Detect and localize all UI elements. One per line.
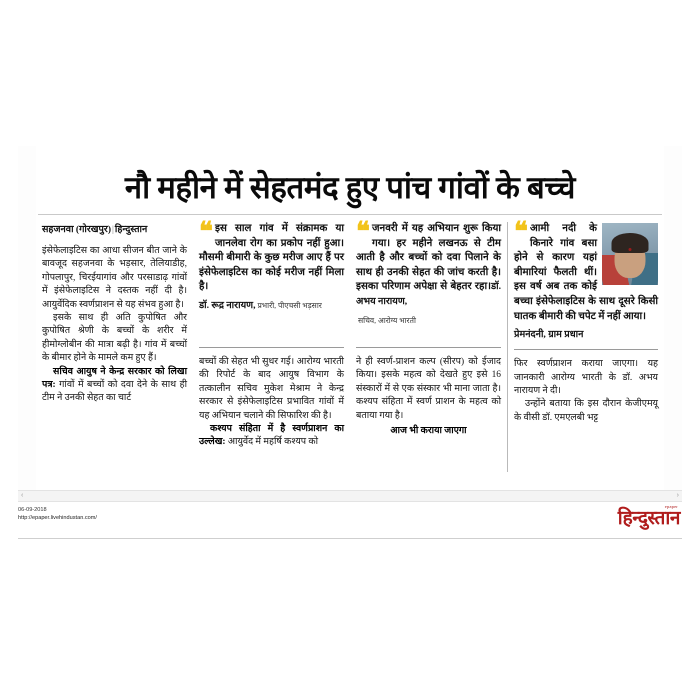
pull-quote-3-author: प्रेमनंदनी, ग्राम प्रधान [514, 329, 584, 341]
col1-paragraph-3 [42, 366, 187, 406]
article-headline: नौ महीने में सेहतमंद हुए पांच गांवों के बच्चे [124, 170, 576, 205]
logo-epaper-tag: epaper [664, 504, 678, 509]
epaper-url[interactable]: http://epaper.livehindustan.com/ [18, 515, 97, 521]
col4-paragraph-1: फिर स्वर्णप्राशन कराया जाएगा। यह जानकारी आरोग्य भारती के डॉ. अभय नारायण ने दी। [514, 359, 658, 396]
pull-quote-2-author: डॉ. अभय नारायण, [356, 281, 501, 307]
col2-paragraph-2 [199, 423, 344, 450]
column-1-body [42, 245, 187, 406]
pull-quote-2-text: जनवरी में यह अभियान शुरू किया गया। हर महीने लखनऊ से टीम आती है और बच्चों को दवा पिलाने के साथ ही उनकी सेहत की जांच करती है। इसका परिणाम अपेक्षा से बेहतर रहा। [356, 223, 501, 293]
horizontal-scrollbar[interactable] [18, 490, 682, 502]
col1-paragraph-3-text: गांवों में बच्चों को दवा देने के साथ ही टीम ने उनकी सेहत का चार्ट [42, 380, 187, 404]
pull-quote-2-text-wrap [356, 217, 501, 310]
quote-mark-icon: ❝ [356, 217, 368, 246]
column-3-body [356, 356, 501, 438]
col4-paragraph-2: उन्होंने बताया कि इस दौरान केजीएमयू के वीसी डॉ. एमएलबी भट्ट [514, 399, 658, 423]
hindustan-epaper-logo[interactable] [618, 504, 680, 529]
byline [42, 222, 187, 238]
byline-place: सहजनवा (गोरखपुर) [42, 225, 111, 235]
pull-quote-1-text: इस साल गांव में संक्रामक या जानलेवा रोग का प्रकोप नहीं हुआ। मौसमी बीमारी के कुछ मरीज आए हैं पर इंसेफेलाइटिस का कोई मरीज नहीं मिला है। [199, 223, 344, 293]
newspaper-clipping [18, 146, 682, 490]
pull-quote-1 [199, 217, 344, 340]
article-column-1 [36, 222, 193, 472]
portrait-bindi [629, 248, 632, 251]
scroll-left-arrow-icon[interactable]: ‹ [21, 492, 24, 499]
pull-quote-1-author: डॉ. रूद्र नारायण, [199, 299, 256, 311]
article-column-3 [350, 217, 507, 472]
byline-separator: | [111, 225, 114, 235]
page-footer [18, 504, 682, 538]
village-head-portrait-photo [602, 223, 658, 285]
byline-source: हिन्दुस्तान [114, 225, 148, 235]
col3-subheading: आज भी कराया जाएगा [390, 426, 467, 437]
logo-wordmark: हिन्दुस्तान [617, 508, 680, 529]
scroll-right-arrow-icon[interactable]: › [676, 492, 679, 499]
article-column-4 [507, 217, 664, 472]
column-4-body [514, 358, 658, 425]
col1-paragraph-2: इसके साथ ही अति कुपोषित और कुपोषित श्रेणी के बच्चों के शरीर में हीमोग्लोबीन की मात्रा बढ़ी है। गांव में बच्चों के बीमार होने के मामले कम हुए हैं। [42, 313, 187, 364]
pull-quote-2 [356, 217, 501, 340]
footer-metadata [18, 506, 97, 522]
column-2-body [199, 356, 344, 450]
article-columns [36, 217, 664, 472]
pull-quote-3 [514, 217, 658, 342]
col1-subheading: सचिव आयुष ने केन्द्र सरकार को लिखा पत्र: [42, 366, 187, 391]
pull-quote-3-divider [514, 349, 658, 350]
col3-paragraph-1: ने ही स्वर्ण-प्राशन कल्प (सीरप) को ईजाद किया। इसके महत्व को देखते हुए इसे 16 संस्कारों में से एक संस्कार भी माना जाता है। कश्यप संहिता में स्वर्ण प्राशन के महत्व को बताया गया है। [356, 357, 501, 421]
clipping-page-area [36, 146, 664, 490]
col2-paragraph-1: बच्चों की सेहत भी सुधर गई। आरोग्य भारती की रिपोर्ट के बाद आयुष विभाग के तत्कालीन सचिव मुकेश मेश्राम ने केन्द्र सरकार से इंसेफेलाइटिस प्रभावित गांवों में यह अभियान चलाने की सिफारिश की है। [199, 357, 344, 421]
col2-paragraph-2-text: आयुर्वेद में महर्षि कश्यप को [225, 437, 319, 448]
pull-quote-2-divider [356, 347, 501, 348]
quote-mark-icon: ❝ [514, 217, 526, 246]
footer-divider [18, 538, 682, 539]
col2-subheading: कश्यप संहिता में है स्वर्णप्राशन का उल्लेख: [199, 424, 344, 448]
headline-divider [38, 214, 662, 215]
pull-quote-1-role: प्रभारी, पीएचसी भड़सार [257, 300, 322, 310]
col1-paragraph-1: इंसेफेलाइटिस का आधा सीजन बीत जाने के बावजूद सहजनवा के भड़सार, तेलियाडीह, गोपलापुर, चिरईयागांव और परसाडाढ़ गांवों में इंसेफेलाइटिस ने दस्तक नहीं दी है। आयुर्वेदिक स्वर्णप्राशन से यह संभव हुआ है। [42, 246, 187, 310]
pull-quote-1-text-wrap [199, 217, 344, 295]
pull-quote-1-divider [199, 347, 344, 348]
pull-quote-3-text: आमी नदी के किनारे गांव बसा होने से कारण यहां बीमारियां फैलती थीं। इस वर्ष अब तक कोई बच्चा इंसेफेलाइटिस के साथ दूसरे किसी घातक बीमारी की चपेट में नहीं आया। [514, 223, 658, 322]
article-column-2 [193, 217, 350, 472]
pull-quote-2-role: सचिव, आरोग्य भारती [358, 315, 416, 325]
publication-date: 06-09-2018 [18, 507, 47, 513]
quote-mark-icon: ❝ [199, 217, 211, 246]
pull-quote-1-credit [199, 295, 344, 313]
